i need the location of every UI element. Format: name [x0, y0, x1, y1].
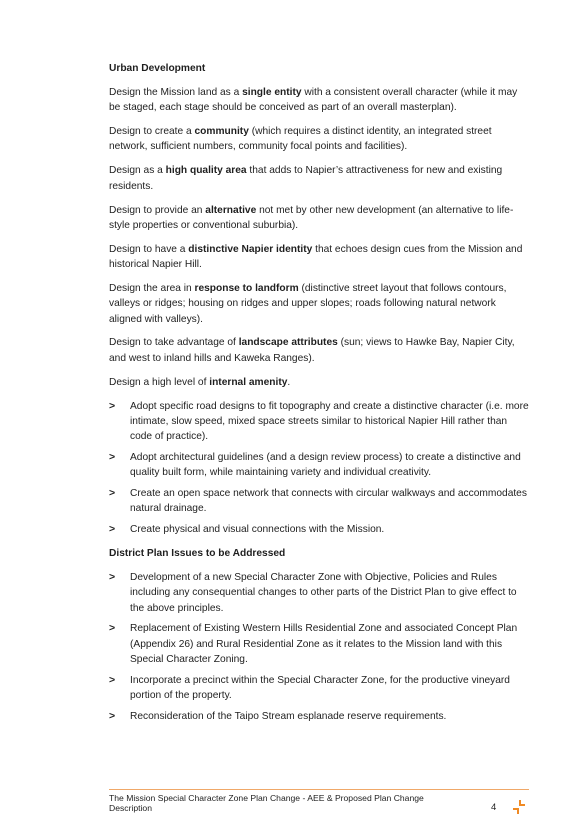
list-item: [109, 673, 529, 704]
amenity-bullet-list: [109, 399, 529, 538]
paragraph-text: Design a high level of: [109, 376, 210, 388]
paragraph-bold: landscape attributes: [238, 337, 338, 349]
list-item-text: Reconsideration of the Taipo Stream esplanade reserve requirements.: [130, 710, 447, 722]
paragraph: [109, 124, 529, 155]
list-item: [109, 399, 529, 445]
district-plan-bullet-list: [109, 570, 529, 724]
paragraph-bold: community: [194, 126, 249, 138]
list-item: [109, 450, 529, 481]
section-heading-urban-development: Urban Development: [109, 63, 206, 74]
paragraph-text: not met by other new development (an alternative to life-style properties or conventional suburbia).: [109, 204, 514, 231]
paragraph-text: Design the Mission land as a: [109, 87, 243, 98]
chevron-right-icon: >: [109, 709, 116, 722]
paragraph-text: Design to create a: [109, 126, 195, 138]
section-heading-district-plan: District Plan Issues to be Addressed: [109, 548, 286, 560]
chevron-right-icon: >: [109, 522, 116, 535]
paragraph-bold: distinctive Napier identity: [188, 243, 313, 255]
footer-title: The Mission Special Character Zone Plan Change - AEE & Proposed Plan Change Description: [109, 793, 424, 814]
list-item: [109, 709, 529, 724]
paragraph-bold: high quality area: [165, 165, 247, 177]
paragraph: [109, 85, 529, 116]
paragraph: [109, 163, 529, 194]
list-item-text: Create physical and visual connections with the Mission.: [130, 523, 385, 535]
paragraph-text: that adds to Napier’s attractiveness for new and existing residents.: [109, 165, 503, 192]
paragraph-text: with a consistent overall character (while it may be staged, each stage should be conceived as part of an overall masterplan).: [109, 87, 518, 114]
paragraph-text: Design to take advantage of: [109, 337, 239, 349]
paragraph-text: (sun; views to Hawke Bay, Napier City, and west to inland hills and Kaweka Ranges).: [109, 337, 515, 364]
list-item-text: Adopt specific road designs to fit topography and create a distinctive character (i.e. more intimate, slow speed, mixed space streets similar to historical Napier Hill rather than code of practice).: [130, 400, 529, 443]
paragraph: [109, 242, 529, 273]
paragraph-text: Design as a: [109, 165, 166, 177]
page-footer: [109, 789, 529, 814]
corner-brackets-logo-icon: [511, 798, 527, 816]
paragraph-bold: response to landform: [194, 282, 299, 294]
paragraph-text: (distinctive street layout that follows contours, valleys or ridges; housing on ridges and upper slopes; roads following natural network aligned with valleys).: [109, 282, 507, 325]
list-item: [109, 522, 529, 537]
paragraph-text: that echoes design cues from the Mission and historical Napier Hill.: [109, 243, 523, 271]
list-item-text: Create an open space network that connects with circular walkways and accommodates natural drainage.: [130, 487, 527, 515]
paragraph-text: .: [287, 376, 291, 388]
chevron-right-icon: >: [109, 622, 116, 635]
chevron-right-icon: >: [109, 486, 116, 499]
paragraph: [109, 281, 529, 327]
chevron-right-icon: >: [109, 399, 116, 412]
paragraph-bold: single entity: [242, 87, 302, 98]
paragraph-text: Design to have a: [109, 243, 189, 255]
chevron-right-icon: >: [109, 571, 116, 584]
chevron-right-icon: >: [109, 673, 116, 686]
list-item: [109, 486, 529, 517]
chevron-right-icon: >: [109, 450, 116, 463]
list-item-text: Development of a new Special Character Zone with Objective, Policies and Rules including any consequential changes to other parts of the District Plan to give effect to the above principles.: [130, 572, 517, 614]
list-item: [109, 570, 529, 616]
list-item-text: Replacement of Existing Western Hills Residential Zone and associated Concept Plan (Appendix 26) and Rural Residential Zone as it relates to the Mission land with this Special Character Zoning.: [130, 623, 518, 665]
paragraph-text: Design the area in: [109, 282, 195, 294]
paragraph-bold: internal amenity: [209, 376, 288, 388]
paragraph-text: (which requires a distinct identity, an integrated street network, sufficient numbers, community focal points and facilities).: [109, 126, 492, 153]
paragraph: [109, 375, 529, 390]
paragraph: [109, 335, 529, 366]
paragraph: [109, 203, 529, 234]
list-item-text: Incorporate a precinct within the Special Character Zone, for the productive vineyard portion of the property.: [130, 674, 510, 701]
urban-paragraphs: [109, 85, 529, 390]
paragraph-bold: alternative: [205, 204, 257, 216]
paragraph-text: Design to provide an: [109, 204, 206, 216]
list-item-text: Adopt architectural guidelines (and a design review process) to create a distinctive and quality built form, while maintaining variety and individual creativity.: [130, 451, 521, 479]
list-item: [109, 621, 529, 667]
document-body: [109, 62, 529, 732]
page-number: 4: [491, 802, 497, 813]
